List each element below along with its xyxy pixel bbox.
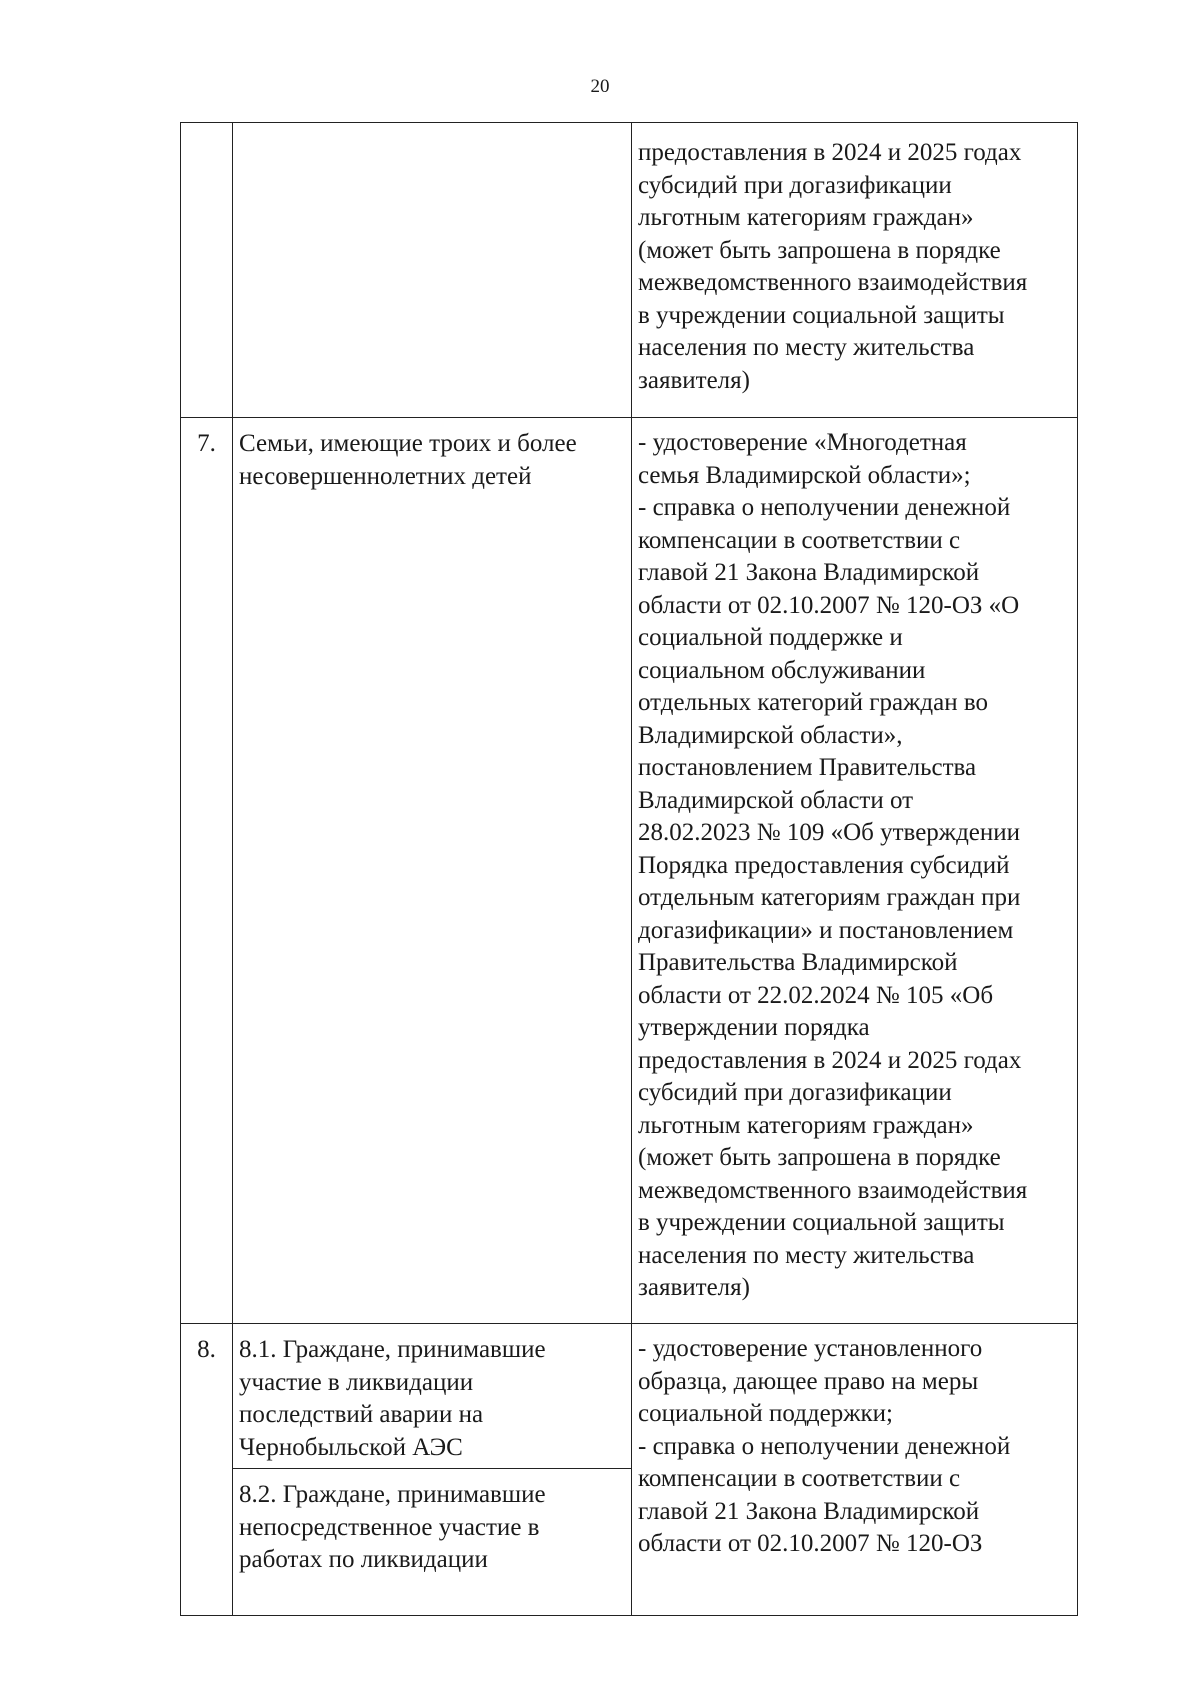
category-cell: Семьи, имеющие троих и более несовершеннолетних детей <box>233 418 632 1324</box>
category-cell: 8.1. Граждане, принимавшие участие в ликвидации последствий аварии на Чернобыльской АЭС <box>233 1324 632 1469</box>
page-number: 20 <box>590 76 610 97</box>
documents-cell: - удостоверение установленного образца, дающее право на меры социальной поддержки; - справка о неполучении денежной компенсации в соответствии с главой 21 Закона Владимирской области от 02.10.2007 № 120-ОЗ <box>632 1324 1078 1616</box>
table-row <box>181 123 1078 418</box>
row-number: 7. <box>181 418 233 1324</box>
documents-cell: предоставления в 2024 и 2025 годах субсидий при догазификации льготным категориям граждан» (может быть запрошена в порядке межведомственного взаимодействия в учреждении социальной защиты населения по месту жительства заявителя) <box>632 123 1078 418</box>
category-cell: 8.2. Граждане, принимавшие непосредственное участие в работах по ликвидации <box>233 1469 632 1616</box>
row-number: 8. <box>181 1324 233 1616</box>
row-number <box>181 123 233 418</box>
documents-cell: - удостоверение «Многодетная семья Владимирской области»; - справка о неполучении денежной компенсации в соответствии с главой 21 Закона Владимирской области от 02.10.2007 № 120-ОЗ «О социальной поддержке и социальном обслуживании отдельных категорий граждан во Владимирской области», постановлением Правительства Владимирской области от 28.02.2023 № 109 «Об утверждении Порядка предоставления субсидий отдельным категориям граждан при догазификации» и постановлением Правительства Владимирской области от 22.02.2024 № 105 «Об утверждении порядка предоставления в 2024 и 2025 годах субсидий при догазификации льготным категориям граждан» (может быть запрошена в порядке межведомственного взаимодействия в учреждении социальной защиты населения по месту жительства заявителя) <box>632 418 1078 1324</box>
table-row <box>181 1324 1078 1469</box>
table-row <box>181 418 1078 1324</box>
category-cell <box>233 123 632 418</box>
benefits-table <box>180 122 1078 1616</box>
